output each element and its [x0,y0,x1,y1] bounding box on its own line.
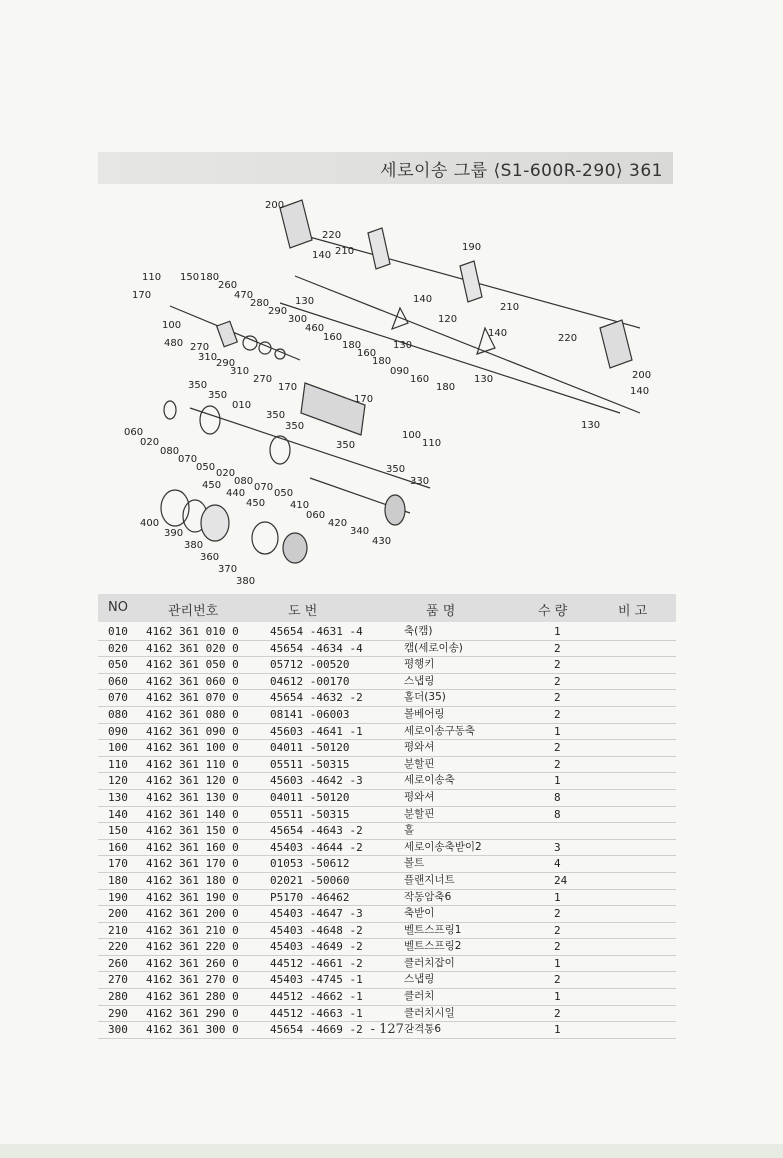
callout-label: 050 [274,488,294,499]
callout-label: 130 [581,420,601,431]
cell-no: 050 [108,658,128,672]
col-header-name: 품 명 [426,604,456,619]
cell-quantity: 1 [554,625,561,638]
cell-mgmt-number: 4162 361 100 0 [146,741,239,755]
cell-part-name: 볼베어링 [404,707,445,720]
cell-no: 130 [108,790,128,804]
cell-drawing-number: 44512 -4662 -1 [270,990,363,1004]
cell-no: 300 [108,1023,128,1037]
callout-label: 380 [236,576,256,587]
callout-label: 410 [290,500,310,511]
callout-label: 100 [162,320,182,331]
callout-label: 160 [323,332,343,343]
clutch-ring-2 [259,342,271,354]
cell-quantity: 2 [554,907,561,921]
cell-part-name: 벨트스프링2 [404,940,462,953]
cell-mgmt-number: 4162 361 140 0 [146,807,239,821]
cell-quantity: 1 [554,1023,561,1037]
callout-label: 130 [295,296,315,307]
callout-label: 110 [422,438,442,449]
table-row [98,790,676,807]
cell-quantity: 2 [554,973,561,987]
cell-mgmt-number: 4162 361 290 0 [146,1006,239,1020]
bracket-190 [460,261,482,302]
cell-mgmt-number: 4162 361 150 0 [146,824,239,838]
callout-label: 480 [164,338,184,349]
cell-drawing-number: 45603 -4641 -1 [270,724,363,738]
cell-part-name: 축(캠) [404,625,433,637]
cell-quantity: 2 [554,658,561,672]
cell-part-name: 평와셔 [404,741,435,754]
cell-part-name: 벨트스프링1 [404,923,462,936]
cell-drawing-number: 04612 -00170 [270,674,350,688]
cell-part-name: 작동암축6 [404,890,452,903]
cell-no: 110 [108,757,128,771]
housing-block [301,383,365,435]
callout-label: 140 [312,250,332,261]
ring-370 [252,522,278,554]
callout-label: 200 [265,200,285,211]
pulley-360 [201,505,229,541]
callout-label: 350 [208,390,228,401]
table-row [98,906,676,923]
cell-drawing-number: 45403 -4647 -3 [270,907,363,921]
table-row [98,707,676,724]
callout-label: 370 [218,564,238,575]
cell-no: 070 [108,691,128,705]
callout-label: 020 [140,437,160,448]
coupling-380 [283,533,307,563]
col-header-mgmt: 관리번호 [168,604,219,619]
cell-mgmt-number: 4162 361 020 0 [146,641,239,655]
cell-drawing-number: 02021 -50060 [270,873,350,887]
cell-no: 080 [108,707,128,721]
callout-label: 440 [226,488,246,499]
diagram-canvas [100,188,672,588]
cell-mgmt-number: 4162 361 120 0 [146,774,239,788]
cell-part-name: 세로이송축받이2 [404,840,482,853]
callout-label: 220 [322,230,342,241]
table-row [98,989,676,1006]
page-number: - 127 - [370,1022,413,1037]
callout-label: 140 [488,328,508,339]
callout-label: 070 [178,454,198,465]
table-row [98,674,676,691]
cell-mgmt-number: 4162 361 270 0 [146,973,239,987]
cell-mgmt-number: 4162 361 220 0 [146,940,239,954]
callout-label: 270 [253,374,273,385]
cell-no: 090 [108,724,128,738]
clutch-ring-3 [275,349,285,359]
cell-mgmt-number: 4162 361 110 0 [146,757,239,771]
callout-label: 270 [190,342,210,353]
cell-part-name: 클러치잡이 [404,956,455,969]
callout-label: 200 [632,370,652,381]
section-title-bar [98,152,673,184]
scan-edge [0,1144,783,1158]
callout-label: 150 [180,272,200,283]
callout-label: 310 [230,366,250,377]
cell-no: 180 [108,873,128,887]
cell-quantity: 1 [554,724,561,738]
cell-drawing-number: 45403 -4745 -1 [270,973,363,987]
callout-label: 080 [234,476,254,487]
cam-left [200,406,220,434]
callout-label: 060 [306,510,326,521]
cell-drawing-number: 45603 -4642 -3 [270,774,363,788]
cell-quantity: 2 [554,940,561,954]
cell-no: 160 [108,840,128,854]
col-header-drawing: 도 번 [288,604,318,619]
callout-label: 390 [164,528,184,539]
cell-drawing-number: 45403 -4649 -2 [270,940,363,954]
cell-part-name: 평행키 [404,658,435,671]
table-row [98,624,676,641]
callout-label: 360 [200,552,220,563]
cell-mgmt-number: 4162 361 010 0 [146,625,239,638]
cell-quantity: 1 [554,774,561,788]
col-header-remarks: 비 고 [618,604,648,619]
callout-label: 060 [124,427,144,438]
cell-part-name: 세로이송구동축 [404,724,476,737]
cell-part-name: 스냅링 [404,973,435,986]
table-row [98,807,676,824]
callout-label: 070 [254,482,274,493]
callout-label: 220 [558,333,578,344]
callout-label: 280 [250,298,270,309]
callout-label: 310 [198,352,218,363]
cell-part-name: 클러치시일 [404,1006,455,1019]
table-row [98,890,676,907]
cell-no: 150 [108,824,128,838]
callout-label: 170 [132,290,152,301]
table-row [98,923,676,940]
cell-drawing-number: 45654 -4632 -2 [270,691,363,705]
callout-label: 090 [390,366,410,377]
cell-no: 190 [108,890,128,904]
cell-mgmt-number: 4162 361 280 0 [146,990,239,1004]
section-title: 세로이송 그룹 ⟨S1-600R-290⟩ 361 [380,161,663,181]
cell-no: 010 [108,625,128,638]
callout-label: 010 [232,400,252,411]
table-row [98,939,676,956]
cell-mgmt-number: 4162 361 190 0 [146,890,239,904]
table-row [98,641,676,658]
parts-table-body [98,624,676,1039]
callout-label: 210 [335,246,355,257]
callout-label: 460 [305,323,325,334]
cell-quantity: 2 [554,691,561,705]
cell-part-name: 홀더(35) [404,691,446,704]
cell-drawing-number: 45654 -4634 -4 [270,641,363,655]
callout-label: 350 [285,421,305,432]
cell-part-name: 홀 [404,824,415,837]
cell-no: 280 [108,990,128,1004]
table-row [98,757,676,774]
callout-label: 290 [268,306,288,317]
cell-mgmt-number: 4162 361 160 0 [146,840,239,854]
cell-no: 220 [108,940,128,954]
callout-label: 470 [234,290,254,301]
cell-drawing-number: 44512 -4663 -1 [270,1006,363,1020]
cell-drawing-number: 45654 -4631 -4 [270,625,363,638]
table-row [98,972,676,989]
cell-drawing-number: P5170 -46462 [270,890,350,904]
callout-label: 140 [413,294,433,305]
cell-drawing-number: 45654 -4643 -2 [270,824,363,838]
callout-label: 140 [630,386,650,397]
table-row [98,657,676,674]
callout-label: 180 [372,356,392,367]
callout-label: 400 [140,518,160,529]
cell-mgmt-number: 4162 361 130 0 [146,790,239,804]
cell-mgmt-number: 4162 361 070 0 [146,691,239,705]
bracket-210 [368,228,390,269]
cell-part-name: 분할핀 [404,757,435,770]
callout-label: 080 [160,446,180,457]
cell-quantity: 2 [554,1006,561,1020]
diagram-linework [161,200,640,563]
bracket-right [600,320,632,368]
table-row [98,823,676,840]
cell-quantity: 2 [554,707,561,721]
cell-no: 260 [108,956,128,970]
cell-quantity: 1 [554,890,561,904]
callout-label: 020 [216,468,236,479]
table-row [98,1006,676,1023]
clutch-ring-1 [243,336,257,350]
callout-label: 300 [288,314,308,325]
cell-part-name: 분할핀 [404,807,435,820]
callout-label: 450 [202,480,222,491]
cell-no: 270 [108,973,128,987]
cell-quantity: 8 [554,790,561,804]
cell-drawing-number: 04011 -50120 [270,741,350,755]
cell-quantity: 2 [554,741,561,755]
cell-drawing-number: 01053 -50612 [270,857,350,871]
cell-drawing-number: 44512 -4661 -2 [270,956,363,970]
cell-mgmt-number: 4162 361 050 0 [146,658,239,672]
cell-part-name: 스냅링 [404,674,435,687]
table-row [98,724,676,741]
cell-quantity: 2 [554,757,561,771]
cell-quantity: 2 [554,923,561,937]
cam-right [270,436,290,464]
cell-no: 140 [108,807,128,821]
cell-drawing-number: 04011 -50120 [270,790,350,804]
cell-no: 120 [108,774,128,788]
table-row [98,840,676,857]
callout-label: 380 [184,540,204,551]
cell-part-name: 클러치 [404,990,435,1003]
cell-part-name: 캠(세로이송) [404,641,463,654]
cell-mgmt-number: 4162 361 200 0 [146,907,239,921]
holder-left [164,401,176,419]
cell-no: 060 [108,674,128,688]
cell-part-name: 볼트 [404,857,425,870]
callout-label: 120 [438,314,458,325]
cell-quantity: 4 [554,857,561,871]
cell-part-name: 간격통6 [404,1023,442,1036]
cell-quantity: 24 [554,873,568,887]
table-row [98,690,676,707]
callout-label: 170 [278,382,298,393]
callout-label: 350 [188,380,208,391]
callout-label: 350 [336,440,356,451]
callout-label: 130 [474,374,494,385]
callout-label: 350 [386,464,406,475]
table-row [98,773,676,790]
cell-part-name: 평와셔 [404,790,435,803]
callout-label: 260 [218,280,238,291]
callout-label: 290 [216,358,236,369]
cell-no: 290 [108,1006,128,1020]
cell-no: 170 [108,857,128,871]
cell-drawing-number: 05712 -00520 [270,658,350,672]
cell-drawing-number: 05511 -50315 [270,807,350,821]
callout-label: 350 [266,410,286,421]
cell-drawing-number: 08141 -06003 [270,707,350,721]
table-row [98,740,676,757]
cell-quantity: 3 [554,840,561,854]
arm-120 [392,308,408,329]
clutch-block [217,321,238,346]
parts-table-header [98,594,676,622]
col-header-no: NO [108,600,128,615]
cell-no: 210 [108,923,128,937]
callout-label: 190 [462,242,482,253]
cell-drawing-number: 45403 -4648 -2 [270,923,363,937]
callout-label: 180 [436,382,456,393]
cell-no: 020 [108,641,128,655]
cell-mgmt-number: 4162 361 090 0 [146,724,239,738]
callout-label: 180 [200,272,220,283]
callout-label: 340 [350,526,370,537]
table-row [98,856,676,873]
cell-quantity: 8 [554,807,561,821]
col-header-qty: 수 량 [538,604,568,619]
cell-drawing-number: 05511 -50315 [270,757,350,771]
callout-label: 450 [246,498,266,509]
cell-quantity: 1 [554,956,561,970]
cell-drawing-number: 45654 -4669 -2 [270,1023,363,1037]
cell-mgmt-number: 4162 361 210 0 [146,923,239,937]
cell-part-name: 세로이송축 [404,774,455,787]
callout-label: 170 [354,394,374,405]
cell-part-name: 축받이 [404,907,435,920]
callout-label: 100 [402,430,422,441]
table-row [98,956,676,973]
cell-mgmt-number: 4162 361 080 0 [146,707,239,721]
cell-mgmt-number: 4162 361 170 0 [146,857,239,871]
callout-label: 160 [410,374,430,385]
cell-mgmt-number: 4162 361 260 0 [146,956,239,970]
exploded-parts-diagram [100,188,672,588]
cell-mgmt-number: 4162 361 300 0 [146,1023,239,1037]
cell-quantity: 2 [554,674,561,688]
cell-quantity: 1 [554,990,561,1004]
callout-label: 430 [372,536,392,547]
callout-label: 180 [342,340,362,351]
table-row [98,873,676,890]
cell-mgmt-number: 4162 361 060 0 [146,674,239,688]
cell-no: 100 [108,741,128,755]
cell-quantity: 2 [554,641,561,655]
callout-label: 050 [196,462,216,473]
cell-part-name: 플랜지너트 [404,873,455,886]
cell-drawing-number: 45403 -4644 -2 [270,840,363,854]
cell-mgmt-number: 4162 361 180 0 [146,873,239,887]
callout-label: 420 [328,518,348,529]
callout-label: 210 [500,302,520,313]
cell-no: 200 [108,907,128,921]
callout-label: 110 [142,272,162,283]
callout-label: 130 [393,340,413,351]
callout-label: 330 [410,476,430,487]
callout-label: 160 [357,348,377,359]
gear-330 [385,495,405,525]
bracket-left [280,200,312,248]
